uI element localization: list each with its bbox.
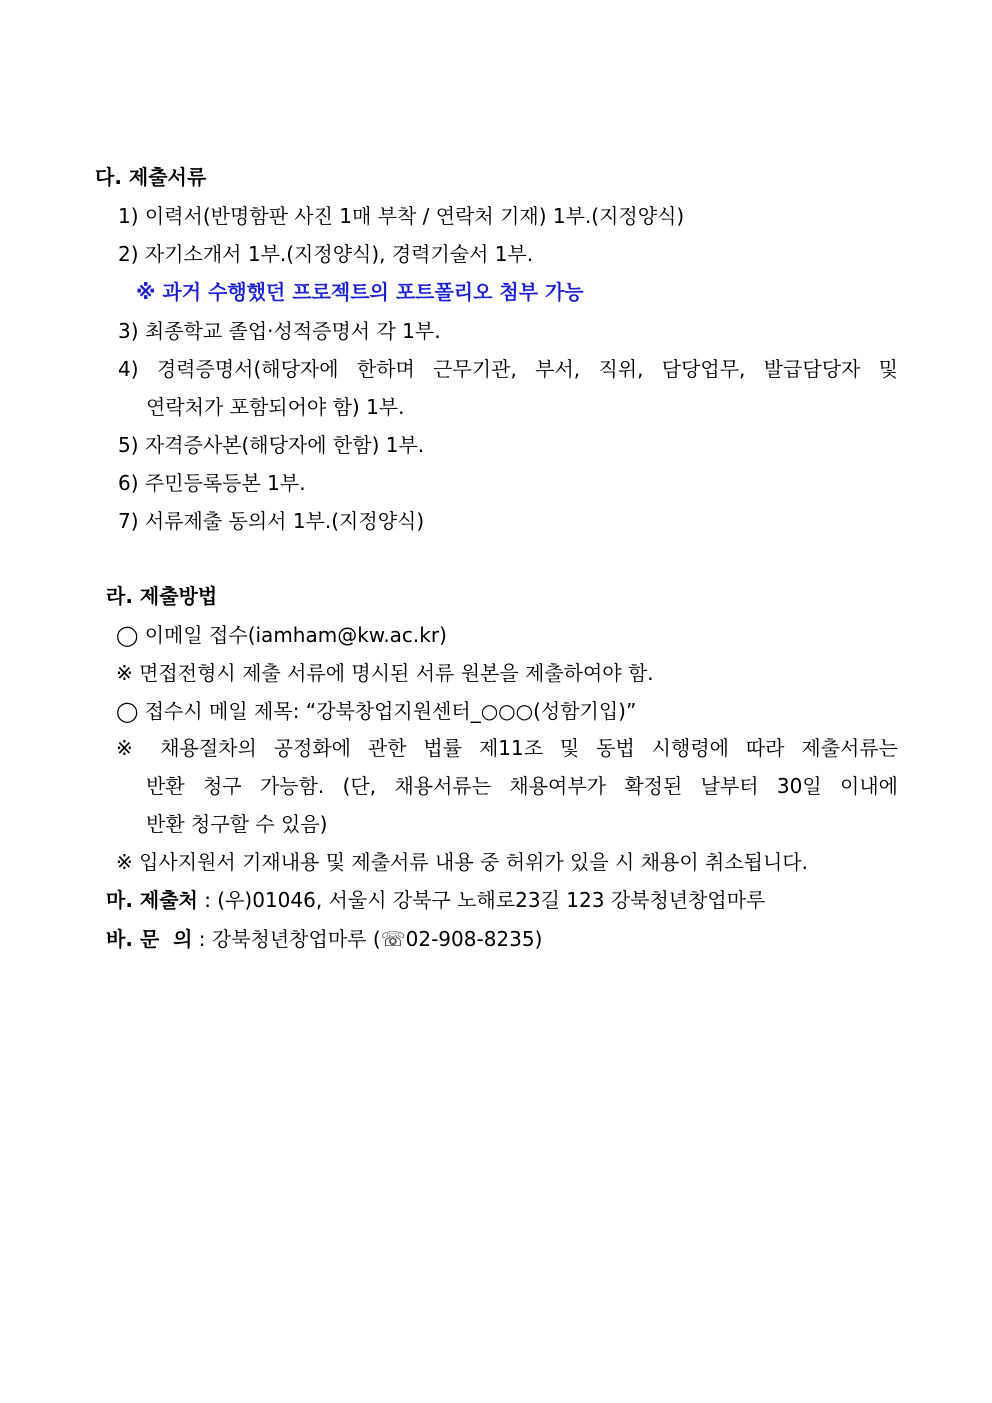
section-heading-documents: 다. 제출서류 [95,165,207,189]
submission-address-value: (우)01046, 서울시 강북구 노해로23길 123 강북청년창업마루 [217,888,766,912]
label-separator: : [197,888,218,912]
document-item-1 [118,203,684,229]
inquiry-line [106,926,542,952]
mail-subject-line: ◯ 접수시 메일 제목: “강북창업지원센터_○○○(성함기입)” [116,699,637,723]
item-number: 5) [118,433,139,457]
document-item-2 [118,241,533,267]
document-item-6 [118,470,306,496]
item-number: 6) [118,471,139,495]
false-information-note: ※ 입사지원서 기재내용 및 제출서류 내용 중 허위가 있을 시 채용이 취소됩니다. [116,850,808,874]
document-item-5 [118,432,424,458]
item-text: 자기소개서 1부.(지정양식), 경력기술서 1부. [144,242,534,266]
item-text: 서류제출 동의서 1부.(지정양식) [144,509,425,533]
item-number: 1) [118,204,139,228]
item-text: 자격증사본(해당자에 한함) 1부. [144,433,425,457]
law-note-line-3: 반환 청구할 수 있음) [146,812,328,836]
item-number: 4) [118,357,139,381]
law-note-line-2: 반환 청구 가능함. (단, 채용서류는 채용여부가 확정된 날부터 30일 이내에 [146,774,898,798]
item-number: 2) [118,242,139,266]
item-text: 경력증명서(해당자에 한하며 근무기관, 부서, 직위, 담당업무, 발급담당자 및 [156,357,898,381]
submission-address-line [106,887,765,913]
item-text: 이력서(반명함판 사진 1매 부착 / 연락처 기재) 1부.(지정양식) [144,204,685,228]
inquiry-label: 바. 문 의 [106,927,193,951]
email-submission-line: ◯ 이메일 접수(iamham@kw.ac.kr) [116,623,447,647]
document-item-4-continued: 연락처가 포함되어야 함) 1부. [146,395,405,419]
item-text: 최종학교 졸업·성적증명서 각 1부. [144,319,441,343]
document-item-3 [118,318,441,344]
section-heading-method: 라. 제출방법 [106,584,218,608]
interview-original-note: ※ 면접전형시 제출 서류에 명시된 서류 원본을 제출하여야 함. [116,661,654,685]
submission-address-label: 마. 제출처 [106,888,198,912]
inquiry-value: 강북청년창업마루 (☏02-908-8235) [211,927,543,951]
document-item-4 [118,356,898,382]
portfolio-note: ※ 과거 수행했던 프로젝트의 포트폴리오 첨부 가능 [136,280,584,304]
item-number: 7) [118,509,139,533]
label-separator: : [192,927,212,951]
law-note-line-1: ※ 채용절차의 공정화에 관한 법률 제11조 및 동법 시행령에 따라 제출서류는 [116,736,898,760]
item-number: 3) [118,319,139,343]
document-item-7 [118,508,424,534]
item-text: 주민등록등본 1부. [144,471,306,495]
